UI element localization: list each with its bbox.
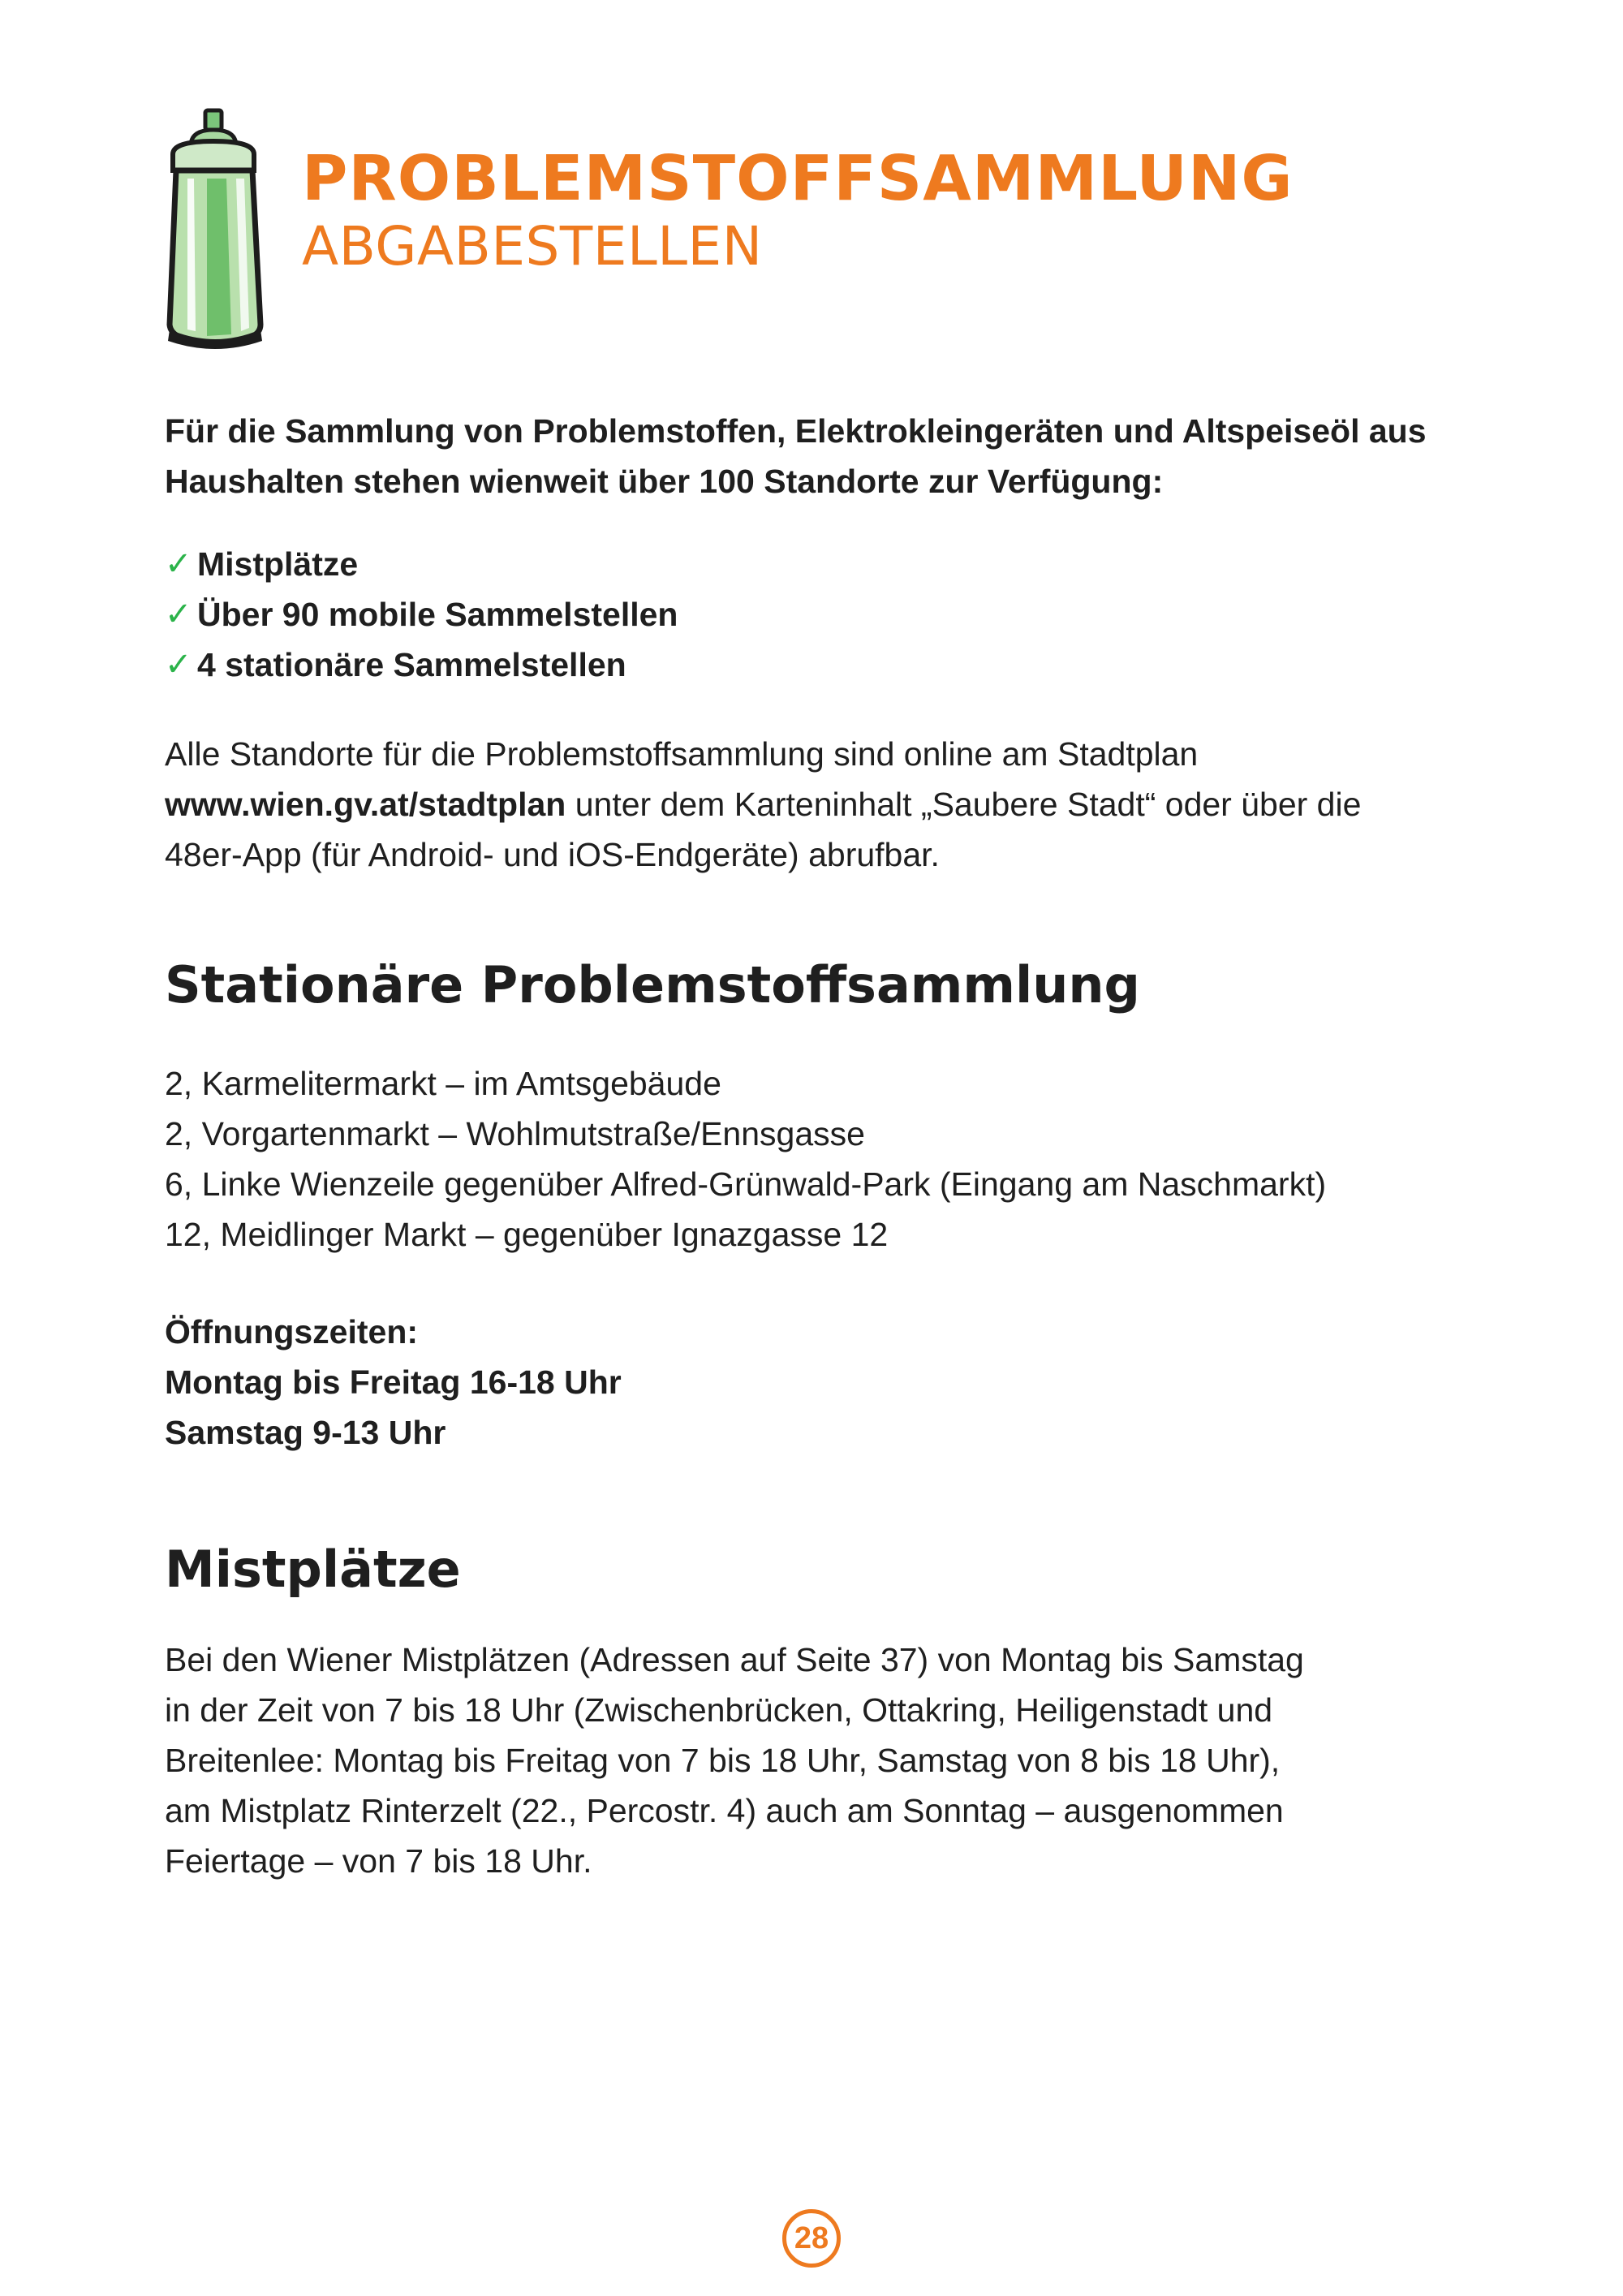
address-item: 6, Linke Wienzeile gegenüber Alfred-Grünwald-Park (Eingang am Naschmarkt) bbox=[165, 1165, 1327, 1203]
mistplaetze-line: Feiertage – von 7 bis 18 Uhr. bbox=[165, 1842, 592, 1880]
page-title: PROBLEMSTOFFSAMMLUNG bbox=[302, 143, 1294, 215]
mistplaetze-line: am Mistplatz Rinterzelt (22., Percostr. 4) auch am Sonntag – ausgenommen bbox=[165, 1792, 1284, 1829]
mistplaetze-line: in der Zeit von 7 bis 18 Uhr (Zwischenbrücken, Ottakring, Heiligenstadt und bbox=[165, 1691, 1273, 1729]
list-item-label: 4 stationäre Sammelstellen bbox=[197, 646, 626, 683]
title-block bbox=[302, 144, 1294, 279]
spray-can-icon bbox=[158, 106, 280, 357]
mistplaetze-heading: Mistplätze bbox=[165, 1540, 461, 1599]
mistplaetze-paragraph bbox=[165, 1635, 1496, 1886]
address-item: 2, Vorgartenmarkt – Wohlmutstraße/Ennsgasse bbox=[165, 1115, 865, 1152]
collection-type-list bbox=[165, 539, 1496, 690]
stationary-heading: Stationäre Problemstoffsammlung bbox=[165, 955, 1140, 1014]
list-item-label: Über 90 mobile Sammelstellen bbox=[197, 596, 678, 633]
hours-weekday: Montag bis Freitag 16-18 Uhr bbox=[165, 1363, 622, 1401]
list-item bbox=[165, 589, 1496, 640]
address-item: 2, Karmelitermarkt – im Amtsgebäude bbox=[165, 1065, 721, 1102]
address-item: 12, Meidlinger Markt – gegenüber Ignazgasse 12 bbox=[165, 1216, 889, 1253]
online-info-paragraph bbox=[165, 729, 1496, 880]
intro-paragraph bbox=[165, 406, 1496, 506]
opening-hours bbox=[165, 1307, 1496, 1458]
list-item bbox=[165, 539, 1496, 589]
hours-label: Öffnungszeiten: bbox=[165, 1313, 419, 1350]
page-number: 28 bbox=[782, 2209, 841, 2268]
mistplaetze-line: Bei den Wiener Mistplätzen (Adressen auf Seite 37) von Montag bis Samstag bbox=[165, 1641, 1304, 1678]
stadtplan-link[interactable]: www.wien.gv.at/stadtplan bbox=[165, 786, 566, 823]
intro-line: Haushalten stehen wienweit über 100 Standorte zur Verfügung: bbox=[165, 463, 1164, 500]
page-subtitle: ABGABESTELLEN bbox=[302, 215, 763, 278]
mistplaetze-line: Breitenlee: Montag bis Freitag von 7 bis 18 Uhr, Samstag von 8 bis 18 Uhr), bbox=[165, 1742, 1281, 1779]
checkmark-icon: ✓ bbox=[165, 546, 192, 582]
content-area bbox=[165, 406, 1496, 1886]
checkmark-icon: ✓ bbox=[165, 647, 192, 683]
online-line: Alle Standorte für die Problemstoffsammlung sind online am Stadtplan bbox=[165, 735, 1199, 773]
list-item bbox=[165, 640, 1496, 690]
intro-line: Für die Sammlung von Problemstoffen, Elektrokleingeräten und Altspeiseöl aus bbox=[165, 412, 1427, 450]
online-line: unter dem Karteninhalt „Saubere Stadt“ oder über die bbox=[566, 786, 1362, 823]
online-line: 48er-App (für Android- und iOS-Endgeräte) abrufbar. bbox=[165, 836, 940, 873]
list-item-label: Mistplätze bbox=[197, 545, 359, 583]
address-list bbox=[165, 1058, 1496, 1260]
hours-saturday: Samstag 9-13 Uhr bbox=[165, 1414, 446, 1451]
checkmark-icon: ✓ bbox=[165, 597, 192, 632]
